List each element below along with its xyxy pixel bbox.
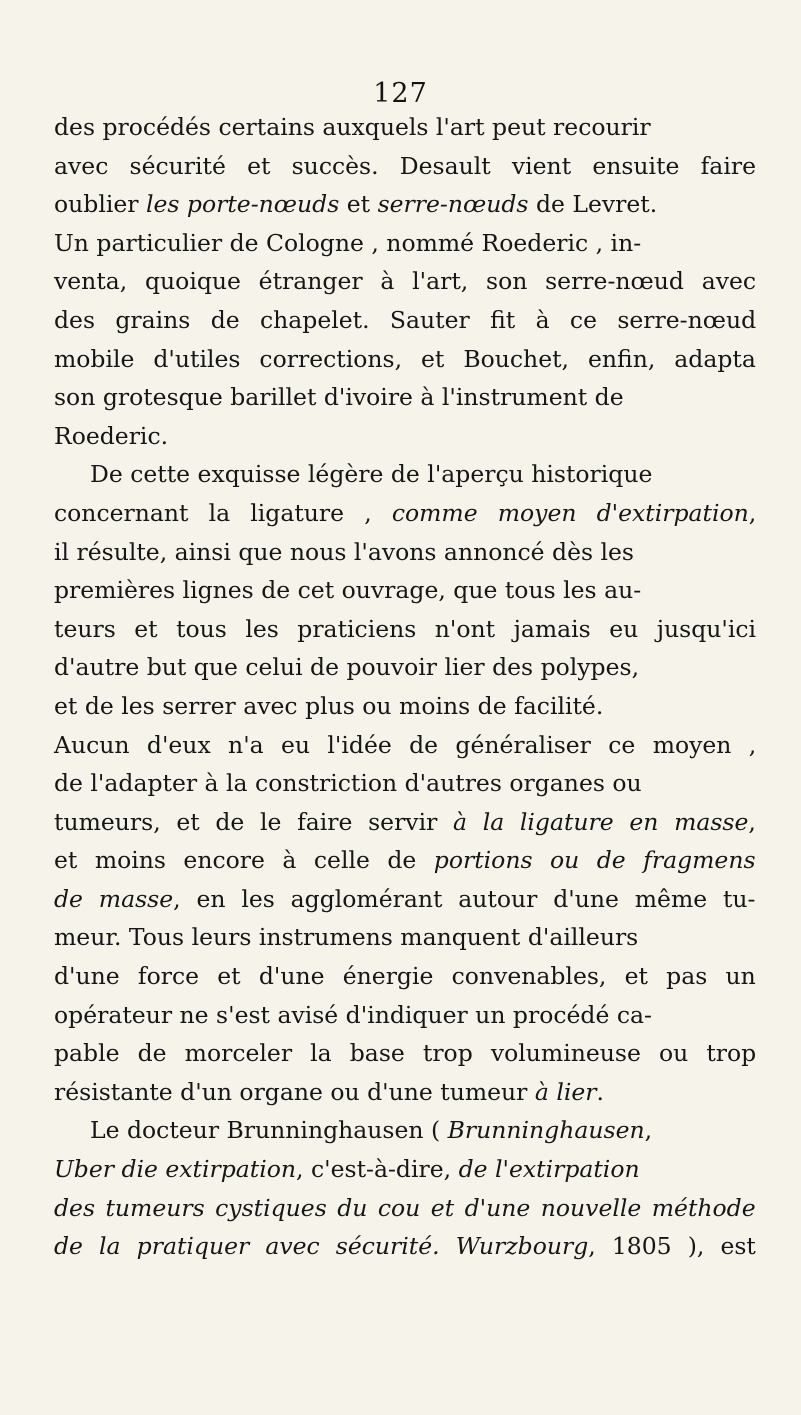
body-text xyxy=(54,108,756,1266)
text-segment: tumeurs, et de le faire servir xyxy=(54,807,454,836)
text-line xyxy=(54,417,756,456)
text-line xyxy=(54,648,756,687)
text-segment: résistante d'un organe ou d'une tumeur xyxy=(54,1077,535,1106)
italic-segment: Brunninghausen xyxy=(447,1116,645,1145)
text-line xyxy=(54,918,756,957)
text-segment: , xyxy=(644,1116,653,1145)
text-segment: premières lignes de cet ouvrage, que tous les au- xyxy=(54,576,642,605)
page-number: 127 xyxy=(373,78,428,109)
text-segment: avec sécurité et succès. Desault vient ensuite faire xyxy=(54,151,756,180)
italic-segment: de masse xyxy=(54,884,174,913)
text-segment: son grotesque barillet d'ivoire à l'instrument de xyxy=(54,383,624,412)
italic-segment: comme moyen d'extirpation xyxy=(391,498,749,527)
text-segment: et moins encore à celle de xyxy=(54,846,434,875)
text-segment: oublier xyxy=(54,190,146,219)
text-line xyxy=(54,185,756,224)
text-segment: pable de morceler la base trop volumineuse ou trop xyxy=(54,1039,757,1068)
text-segment: , en les agglomérant autour d'une même tu- xyxy=(173,884,756,913)
text-line xyxy=(54,1034,756,1073)
text-segment: De cette exquisse légère de l'aperçu historique xyxy=(90,460,653,489)
text-segment: des procédés certains auxquels l'art peut recourir xyxy=(54,113,651,141)
italic-segment: Uber die extirpation xyxy=(54,1155,297,1184)
italic-segment: les porte-nœuds xyxy=(145,190,340,219)
italic-segment: des tumeurs cystiques du cou et d'une nouvelle méthode xyxy=(54,1193,756,1222)
text-line xyxy=(54,301,756,340)
text-segment: opérateur ne s'est avisé d'indiquer un procédé ca- xyxy=(54,1000,652,1029)
text-segment: Aucun d'eux n'a eu l'idée de généraliser ce moyen , xyxy=(54,730,757,759)
text-line xyxy=(54,224,756,263)
text-line xyxy=(54,262,756,301)
text-line xyxy=(54,108,756,147)
text-segment: Un particulier de Cologne , nommé Roederic , in- xyxy=(54,228,642,257)
text-line xyxy=(54,533,756,572)
italic-segment: serre-nœuds xyxy=(377,190,529,219)
text-segment: de l'adapter à la constriction d'autres organes ou xyxy=(54,769,642,798)
italic-segment: de la pratiquer avec sécurité. Wurzbourg xyxy=(54,1232,589,1261)
text-line xyxy=(54,841,756,880)
text-line xyxy=(54,147,756,186)
text-segment: , c'est-à-dire, xyxy=(296,1155,459,1184)
text-line xyxy=(54,1073,756,1112)
text-segment: et xyxy=(339,190,378,219)
text-line xyxy=(54,996,756,1035)
text-segment: d'une force et d'une énergie convenables, et pas un xyxy=(54,962,756,991)
text-line xyxy=(54,880,756,919)
text-segment: concernant la ligature , xyxy=(54,498,392,527)
text-segment: et de les serrer avec plus ou moins de facilité. xyxy=(54,691,604,720)
text-line xyxy=(54,957,756,996)
text-segment: il résulte, ainsi que nous l'avons annoncé dès les xyxy=(54,537,634,566)
italic-segment: de l'extirpation xyxy=(458,1155,640,1184)
text-segment: , xyxy=(748,498,757,527)
text-line xyxy=(54,1227,756,1266)
text-line xyxy=(54,1111,756,1150)
text-line xyxy=(54,610,756,649)
text-line xyxy=(54,764,756,803)
text-line xyxy=(54,803,756,842)
text-segment: d'autre but que celui de pouvoir lier des polypes, xyxy=(54,653,640,682)
text-line xyxy=(54,726,756,765)
text-line xyxy=(54,571,756,610)
text-line xyxy=(54,494,756,533)
text-segment: meur. Tous leurs instrumens manquent d'ailleurs xyxy=(54,923,639,952)
text-line xyxy=(54,1150,756,1189)
text-segment: de Levret. xyxy=(528,190,658,219)
italic-segment: à lier xyxy=(534,1077,597,1106)
text-segment: Le docteur Brunninghausen ( xyxy=(90,1116,448,1145)
text-line xyxy=(54,687,756,726)
text-line xyxy=(54,455,756,494)
text-segment: des grains de chapelet. Sauter fit à ce serre-nœud xyxy=(54,305,757,334)
text-segment: , 1805 ), est xyxy=(588,1232,756,1261)
text-segment: venta, quoique étranger à l'art, son serre-nœud avec xyxy=(54,267,757,296)
italic-segment: à la ligature en masse xyxy=(453,807,749,836)
text-segment: . xyxy=(596,1077,605,1106)
text-segment: , xyxy=(748,807,756,836)
text-line xyxy=(54,340,756,379)
text-line xyxy=(54,1189,756,1228)
italic-segment: portions ou de fragmens xyxy=(433,846,756,875)
text-line xyxy=(54,378,756,417)
text-segment: Roederic. xyxy=(54,421,169,450)
text-segment: mobile d'utiles corrections, et Bouchet, enfin, adapta xyxy=(54,344,756,373)
text-segment: teurs et tous les praticiens n'ont jamais eu jusqu'ici xyxy=(54,614,757,643)
